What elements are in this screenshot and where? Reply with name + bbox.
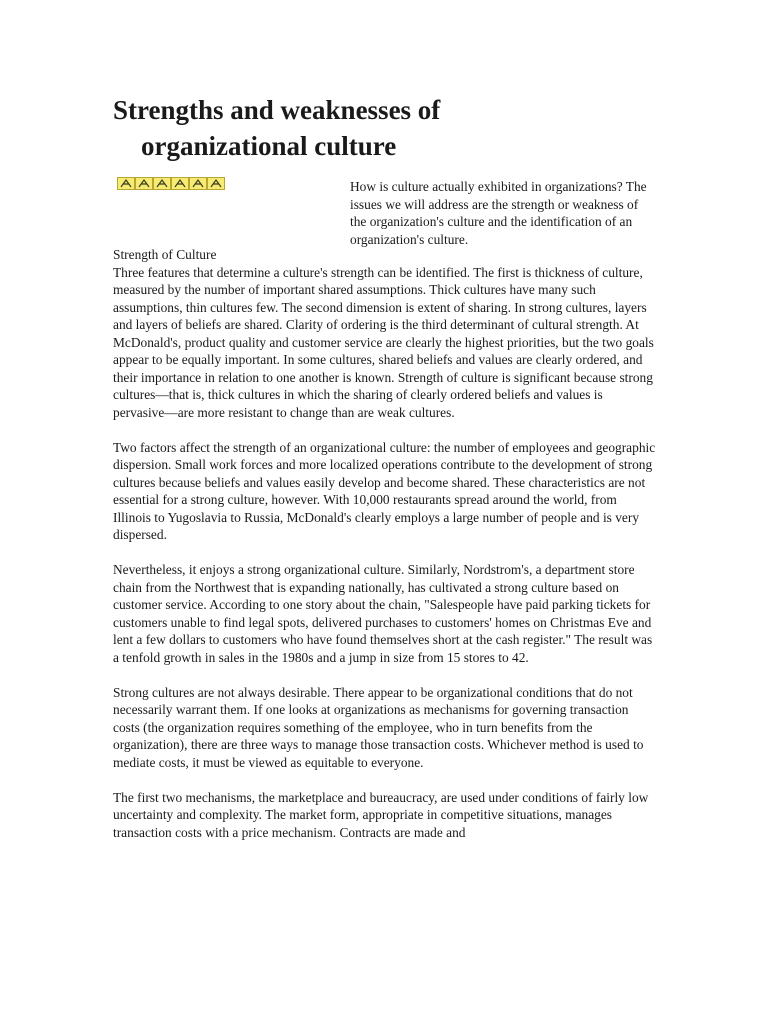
paragraph-4: Strong cultures are not always desirable. There appear to be organizational conditions that do not necessarily warrant them. If one looks at organizations as mechanisms for governing transaction costs (the organization requires something of the employee, who in turn benefits from the organization), there are three ways to manage those transaction costs. Whichever method is used to mediate costs, it must be viewed as equitable to everyone.	[113, 684, 644, 770]
intro-paragraph: How is culture actually exhibited in organizations? The issues we will address are the strength or weakness of the organization's culture and the identification of an organization's culture.	[350, 179, 647, 247]
star-rating-icon	[171, 177, 189, 190]
star-rating-icon	[153, 177, 171, 190]
star-rating-icon	[207, 177, 225, 190]
page-title	[113, 92, 653, 164]
star-rating	[117, 177, 225, 191]
star-rating-icon	[189, 177, 207, 190]
paragraph-2: Two factors affect the strength of an organizational culture: the number of employees and geographic dispersion. Small work forces and more localized operations contribute to the development of strong cultures because beliefs and values easily develop and become shared. These characteristics are not essential for a strong culture, however. With 10,000 restaurants spread around the world, from Illinois to Yugoslavia to Russia, McDonald's clearly employs a large number of people and is very dispersed.	[113, 439, 656, 542]
star-rating-icon	[117, 177, 135, 190]
article-body	[113, 246, 657, 859]
title-line-2: organizational culture	[141, 131, 397, 161]
title-line-1: Strengths and weaknesses of	[113, 95, 441, 125]
star-rating-icon	[135, 177, 153, 190]
paragraph-5: The first two mechanisms, the marketplace and bureaucracy, are used under conditions of fairly low uncertainty and complexity. The market form, appropriate in competitive situations, manages transaction costs with a price mechanism. Contracts are made and	[113, 789, 649, 840]
section-heading: Strength of Culture	[113, 247, 217, 262]
paragraph-1: Three features that determine a culture's strength can be identified. The first is thickness of culture, measured by the number of important shared assumptions. Thick cultures have many such assumptions, thin cultures few. The second dimension is extent of sharing. In strong cultures, layers and layers of beliefs are shared. Clarity of ordering is the third determinant of cultural strength. At McDonald's, product quality and customer service are clearly the highest priorities, but the two goals appear to be equally important. In some cultures, shared beliefs and values are clearly ordered, and their importance in relation to one another is known. Strength of culture is significant because strong cultures—that is, thick cultures in which the sharing of clearly ordered beliefs and values is pervasive—are more resistant to change than are weak cultures.	[113, 264, 654, 420]
paragraph-3: Nevertheless, it enjoys a strong organizational culture. Similarly, Nordstrom's, a department store chain from the Northwest that is expanding nationally, has cultivated a strong culture based on customer service. According to one story about the chain, "Salespeople have paid parking tickets for customers unable to find legal spots, delivered purchases to customers' homes on Christmas Eve and lent a few dollars to customers who have found themselves short at the cash register." The result was a tenfold growth in sales in the 1980s and a jump in size from 15 stores to 42.	[113, 562, 653, 665]
